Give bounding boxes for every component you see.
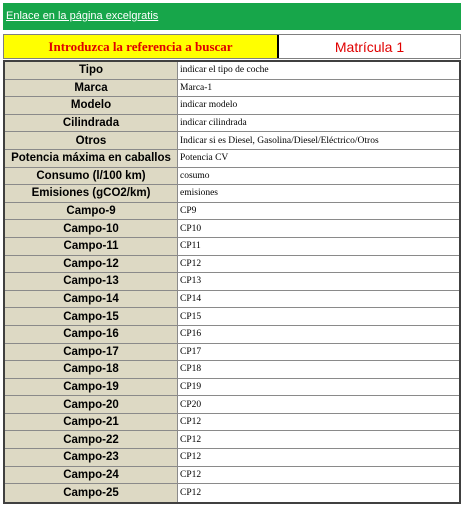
- field-value-cell[interactable]: CP15: [178, 308, 459, 325]
- field-value-cell[interactable]: CP12: [178, 467, 459, 484]
- field-label: Campo-21: [5, 414, 178, 431]
- field-value-cell[interactable]: CP11: [178, 238, 459, 255]
- field-label: Campo-17: [5, 344, 178, 361]
- field-label: Campo-25: [5, 484, 178, 502]
- table-row: [5, 256, 459, 274]
- field-label: Campo-11: [5, 238, 178, 255]
- field-value-cell[interactable]: CP12: [178, 414, 459, 431]
- table-row: [5, 62, 459, 80]
- field-value-cell[interactable]: CP12: [178, 484, 459, 502]
- search-reference-input[interactable]: [279, 35, 460, 58]
- field-label: Campo-19: [5, 379, 178, 396]
- table-row: [5, 291, 459, 309]
- field-label: Campo-12: [5, 256, 178, 273]
- table-row: [5, 80, 459, 98]
- table-row: [5, 185, 459, 203]
- field-value-cell[interactable]: Marca-1: [178, 80, 459, 97]
- field-label: Campo-18: [5, 361, 178, 378]
- field-label: Campo-20: [5, 396, 178, 413]
- table-row: [5, 273, 459, 291]
- field-value-cell[interactable]: CP13: [178, 273, 459, 290]
- field-label: Campo-14: [5, 291, 178, 308]
- field-value-cell[interactable]: Potencia CV: [178, 150, 459, 167]
- table-row: [5, 467, 459, 485]
- field-label: Emisiones (gCO2/km): [5, 185, 178, 202]
- field-label: Modelo: [5, 97, 178, 114]
- field-value-cell[interactable]: CP12: [178, 256, 459, 273]
- field-value-cell[interactable]: CP12: [178, 431, 459, 448]
- table-row: [5, 449, 459, 467]
- field-label: Campo-23: [5, 449, 178, 466]
- table-row: [5, 414, 459, 432]
- field-value-cell[interactable]: indicar modelo: [178, 97, 459, 114]
- field-label: Otros: [5, 132, 178, 149]
- field-value-cell[interactable]: CP19: [178, 379, 459, 396]
- field-label: Campo-16: [5, 326, 178, 343]
- table-row: [5, 484, 459, 502]
- search-label: Introduzca la referencia a buscar: [4, 35, 279, 58]
- field-label: Campo-9: [5, 203, 178, 220]
- table-row: [5, 361, 459, 379]
- table-row: [5, 344, 459, 362]
- table-row: [5, 150, 459, 168]
- field-label: Campo-22: [5, 431, 178, 448]
- field-value-cell[interactable]: indicar cilindrada: [178, 115, 459, 132]
- excelgratis-link[interactable]: Enlace en la página excelgratis: [3, 3, 461, 30]
- field-label: Cilindrada: [5, 115, 178, 132]
- table-row: [5, 220, 459, 238]
- field-label: Campo-13: [5, 273, 178, 290]
- table-row: [5, 379, 459, 397]
- table-row: [5, 97, 459, 115]
- table-row: [5, 168, 459, 186]
- field-value-cell[interactable]: CP14: [178, 291, 459, 308]
- field-label: Campo-10: [5, 220, 178, 237]
- field-value-cell[interactable]: CP10: [178, 220, 459, 237]
- field-value-cell[interactable]: CP17: [178, 344, 459, 361]
- spreadsheet: [3, 3, 461, 504]
- table-row: [5, 326, 459, 344]
- field-label: Campo-15: [5, 308, 178, 325]
- table-row: [5, 396, 459, 414]
- table-row: [5, 308, 459, 326]
- field-value-cell[interactable]: cosumo: [178, 168, 459, 185]
- field-value-cell[interactable]: CP12: [178, 449, 459, 466]
- table-row: [5, 203, 459, 221]
- table-row: [5, 132, 459, 150]
- field-label: Marca: [5, 80, 178, 97]
- table-row: [5, 431, 459, 449]
- field-label: Potencia máxima en caballos: [5, 150, 178, 167]
- table-row: [5, 115, 459, 133]
- field-value-cell[interactable]: Indicar si es Diesel, Gasolina/Diesel/Eléctrico/Otros: [178, 132, 459, 149]
- field-value-cell[interactable]: CP9: [178, 203, 459, 220]
- vehicle-fields-table: [3, 60, 461, 504]
- search-row: [3, 34, 461, 59]
- field-label: Tipo: [5, 62, 178, 79]
- field-label: Campo-24: [5, 467, 178, 484]
- field-value-cell[interactable]: CP20: [178, 396, 459, 413]
- field-label: Consumo (l/100 km): [5, 168, 178, 185]
- field-value-cell[interactable]: emisiones: [178, 185, 459, 202]
- table-row: [5, 238, 459, 256]
- field-value-cell[interactable]: CP18: [178, 361, 459, 378]
- field-value-cell[interactable]: CP16: [178, 326, 459, 343]
- field-value-cell[interactable]: indicar el tipo de coche: [178, 62, 459, 79]
